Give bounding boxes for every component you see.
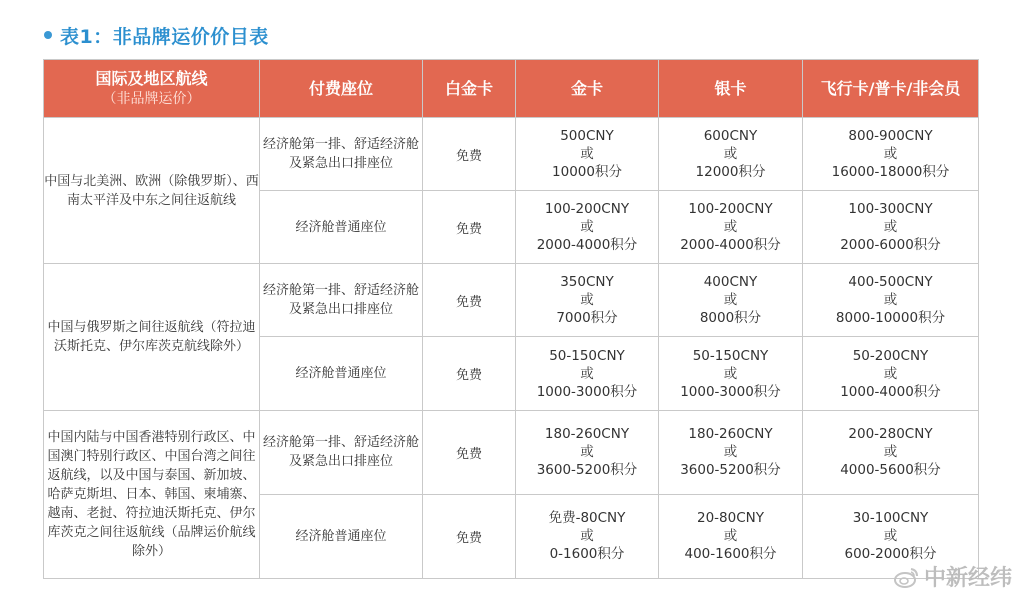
price-or: 或 <box>883 146 898 163</box>
price-points: 1000-3000积分 <box>680 383 781 400</box>
price-points: 8000-10000积分 <box>835 310 946 327</box>
basic-cell <box>803 191 979 264</box>
weibo-watermark <box>894 561 1012 592</box>
seat-cell: 经济舱第一排、舒适经济舱及紧急出口排座位 <box>260 118 423 191</box>
price-or: 或 <box>723 365 738 382</box>
price-or: 或 <box>723 528 738 545</box>
watermark-text: 中新经纬 <box>923 566 1012 591</box>
seat-cell: 经济舱普通座位 <box>260 337 423 410</box>
header-route <box>44 60 260 118</box>
basic-cell <box>803 264 979 337</box>
price-or: 或 <box>883 528 898 545</box>
gold-cell <box>516 118 659 191</box>
price-points: 400-1600积分 <box>684 546 777 563</box>
gold-cell <box>516 494 659 578</box>
price-or: 或 <box>723 219 738 236</box>
price-or: 或 <box>723 146 738 163</box>
route-cell: 中国内陆与中国香港特别行政区、中国澳门特别行政区、中国台湾之间往返航线，以及中国与泰国、新加坡、哈萨克斯坦、日本、韩国、柬埔寨、越南、老挝、符拉迪沃斯托克、伊尔库茨克之间往返航线（品牌运价航线除外） <box>44 410 260 578</box>
price-points: 7000积分 <box>556 310 618 327</box>
basic-cell <box>803 118 979 191</box>
price-cny: 500CNY <box>560 128 614 145</box>
price-points: 4000-5600积分 <box>840 462 941 479</box>
header-gold: 金卡 <box>516 60 659 118</box>
header-seat: 付费座位 <box>260 60 423 118</box>
table-row <box>44 264 979 337</box>
price-or: 或 <box>580 444 594 461</box>
basic-cell <box>803 410 979 494</box>
price-cny: 50-150CNY <box>549 347 625 364</box>
price-points: 2000-4000积分 <box>536 237 638 254</box>
gold-cell <box>516 191 659 264</box>
price-points: 2000-4000积分 <box>680 237 781 254</box>
price-or: 或 <box>580 219 594 236</box>
basic-cell <box>803 337 979 410</box>
price-or: 或 <box>883 365 898 382</box>
route-cell: 中国与北美洲、欧洲（除俄罗斯）、西南太平洋及中东之间往返航线 <box>44 118 260 264</box>
seat-cell: 经济舱第一排、舒适经济舱及紧急出口排座位 <box>260 410 423 494</box>
platinum-cell: 免费 <box>423 264 516 337</box>
price-cny: 600CNY <box>703 128 758 145</box>
price-or: 或 <box>883 292 898 309</box>
gold-cell <box>516 264 659 337</box>
price-or: 或 <box>723 444 738 461</box>
header-route-subtitle: （非品牌运价） <box>102 90 201 107</box>
price-cny: 200-280CNY <box>848 426 933 443</box>
price-cny: 400-500CNY <box>848 274 933 291</box>
gold-cell <box>516 337 659 410</box>
header-basic: 飞行卡/普卡/非会员 <box>803 60 979 118</box>
page-title: 表1：非品牌运价价目表 <box>60 25 269 48</box>
gold-cell <box>516 410 659 494</box>
seat-cell: 经济舱普通座位 <box>260 191 423 264</box>
price-cny: 400CNY <box>703 274 758 291</box>
price-points: 16000-18000积分 <box>831 164 950 181</box>
seat-cell: 经济舱第一排、舒适经济舱及紧急出口排座位 <box>260 264 423 337</box>
price-points: 12000积分 <box>695 164 766 181</box>
table-header-row <box>44 60 979 118</box>
platinum-cell: 免费 <box>423 118 516 191</box>
table-row <box>44 118 979 191</box>
header-route-title: 国际及地区航线 <box>95 68 208 88</box>
price-cny: 免费-80CNY <box>548 510 626 527</box>
price-cny: 350CNY <box>560 274 614 291</box>
fare-table <box>43 59 979 579</box>
platinum-cell: 免费 <box>423 494 516 578</box>
price-or: 或 <box>580 528 594 545</box>
silver-cell <box>659 191 803 264</box>
price-points: 2000-6000积分 <box>840 237 941 254</box>
silver-cell <box>659 118 803 191</box>
price-or: 或 <box>883 444 898 461</box>
price-cny: 20-80CNY <box>697 510 764 527</box>
price-points: 1000-4000积分 <box>840 383 941 400</box>
header-silver: 银卡 <box>659 60 803 118</box>
price-or: 或 <box>723 292 738 309</box>
price-points: 10000积分 <box>552 164 622 181</box>
price-points: 600-2000积分 <box>844 546 937 563</box>
price-cny: 30-100CNY <box>852 510 929 527</box>
price-cny: 50-150CNY <box>692 347 769 364</box>
price-or: 或 <box>580 365 594 382</box>
price-or: 或 <box>883 219 898 236</box>
silver-cell <box>659 264 803 337</box>
price-or: 或 <box>580 146 594 163</box>
platinum-cell: 免费 <box>423 337 516 410</box>
silver-cell <box>659 410 803 494</box>
route-cell: 中国与俄罗斯之间往返航线（符拉迪沃斯托克、伊尔库茨克航线除外） <box>44 264 260 410</box>
weibo-logo-icon <box>894 566 920 588</box>
price-points: 0-1600积分 <box>549 546 625 563</box>
price-points: 3600-5200积分 <box>536 462 638 479</box>
seat-cell: 经济舱普通座位 <box>260 494 423 578</box>
price-cny: 100-300CNY <box>848 201 933 218</box>
price-cny: 800-900CNY <box>848 128 933 145</box>
silver-cell <box>659 337 803 410</box>
price-cny: 100-200CNY <box>688 201 773 218</box>
price-cny: 180-260CNY <box>688 426 773 443</box>
platinum-cell: 免费 <box>423 191 516 264</box>
platinum-cell: 免费 <box>423 410 516 494</box>
price-points: 8000积分 <box>699 310 762 327</box>
table-caption <box>44 20 269 50</box>
price-cny: 50-200CNY <box>852 347 929 364</box>
price-cny: 100-200CNY <box>544 201 630 218</box>
price-cny: 180-260CNY <box>544 426 630 443</box>
table-row <box>44 410 979 494</box>
price-or: 或 <box>580 292 594 309</box>
bullet-dot-icon <box>44 31 52 39</box>
silver-cell <box>659 494 803 578</box>
price-points: 3600-5200积分 <box>680 462 781 479</box>
price-points: 1000-3000积分 <box>536 383 638 400</box>
header-platinum: 白金卡 <box>423 60 516 118</box>
